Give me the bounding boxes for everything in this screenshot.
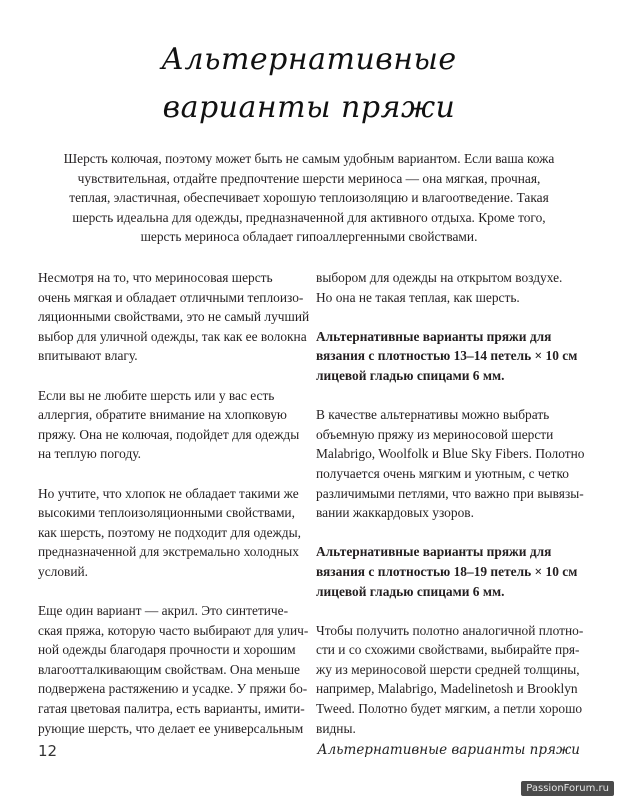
text-line: объемную пряжу из мериносовой шерсти: [316, 426, 554, 442]
intro-line: чувствительная, отдайте предпочтение шерсти мериноса — она мягкая, прочная,: [77, 170, 541, 186]
text-line: например, Malabrigo, Madelinetosh и Brooklyn: [316, 681, 578, 697]
text-line: подвержена растяжению и усадке. У пряжи бо-: [38, 681, 308, 697]
text-line: аллергия, обратите внимание на хлопковую: [38, 407, 287, 423]
text-line: Tweed. Полотно будет мягким, а петли хорошо: [316, 701, 583, 717]
body-paragraph: [38, 386, 308, 464]
text-line: Если вы не любите шерсть или у вас есть: [38, 387, 275, 403]
text-line: рующие шерсть, что делает ее универсальным: [38, 720, 304, 736]
text-line: вязания с плотностью 18–19 петель × 10 см: [316, 563, 578, 579]
text-line: Альтернативные варианты пряжи для: [316, 544, 552, 560]
text-line: выбором для одежды на открытом воздухе.: [316, 270, 563, 285]
text-line: как шерсть, поэтому не подходит для одежды,: [38, 524, 301, 540]
text-line: Альтернативные варианты пряжи для: [316, 328, 552, 344]
body-paragraph: [38, 484, 308, 582]
watermark: PassionForum.ru: [521, 781, 614, 796]
text-line: Несмотря на то, что мериносовая шерсть: [38, 270, 273, 285]
text-line: высокими теплоизоляционными свойствами,: [38, 505, 295, 521]
text-line: жу из мериносовой шерсти средней толщины,: [316, 661, 580, 677]
text-line: Еще один вариант — акрил. Это синтетиче-: [38, 603, 289, 619]
text-line: сти и со схожими свойствами, выбирайте пря-: [316, 642, 580, 658]
text-line: различимыми петлями, что важно при вывязы-: [316, 485, 584, 501]
text-line: получается очень мягким и уютным, с четко: [316, 465, 569, 481]
text-line: лицевой гладью спицами 6 мм.: [316, 583, 505, 599]
intro-line: шерсть идеальна для одежды, предназначенной для активного отдыха. Кроме того,: [72, 209, 546, 225]
title-line-1: Альтернативные: [161, 42, 457, 77]
intro-line: теплая, эластичная, обеспечивает хорошую теплоизоляцию и влагоотведение. Такая: [69, 190, 549, 206]
page-title: [0, 36, 618, 132]
text-line: ская пряжа, которую часто выбирают для улич-: [38, 622, 309, 638]
intro-paragraph: [60, 149, 558, 247]
text-line: пряжу. Она не колючая, подойдет для одежды: [38, 426, 300, 442]
body-paragraph: [38, 601, 308, 738]
title-line-2: варианты пряжи: [162, 90, 456, 125]
text-line: вании жаккардовых узоров.: [316, 505, 474, 521]
right-column: [316, 268, 586, 758]
text-line: Но учтите, что хлопок не обладает такими же: [38, 485, 299, 501]
page-number: 12: [38, 742, 58, 760]
section-heading: [316, 327, 586, 386]
text-line: Malabrigo, Woolfolk и Blue Sky Fibers. Полотно: [316, 446, 585, 462]
text-line: впитывают влагу.: [38, 348, 138, 364]
text-line: вязания с плотностью 13–14 петель × 10 см: [316, 348, 578, 364]
text-line: на теплую погоду.: [38, 446, 141, 462]
text-line: выбор для уличной одежды, так как ее волокна: [38, 328, 307, 344]
left-column: [38, 268, 308, 758]
text-line: предназначенной для экстремально холодных: [38, 544, 299, 560]
intro-line: Шерсть колючая, поэтому может быть не самым удобным вариантом. Если ваша кожа: [63, 151, 555, 166]
text-line: ной одежды благодаря прочности и хорошим: [38, 642, 296, 658]
section-heading: [316, 542, 586, 601]
text-line: В качестве альтернативы можно выбрать: [316, 407, 550, 423]
text-line: Чтобы получить полотно аналогичной плотно-: [316, 622, 584, 638]
text-line: ляционными свойствами, это не самый лучший: [38, 309, 310, 325]
text-line: видны.: [316, 720, 356, 736]
running-title: Альтернативные варианты пряжи: [317, 742, 580, 758]
text-line: очень мягкая и обладает отличными теплоизо-: [38, 289, 304, 305]
text-line: влагоотталкивающим свойствам. Она меньше: [38, 661, 300, 677]
intro-line: шерсть мериноса обладает гипоаллергенными свойствами.: [140, 229, 478, 245]
body-paragraph: [38, 268, 308, 366]
text-line: лицевой гладью спицами 6 мм.: [316, 367, 505, 383]
text-line: Но она не такая теплая, как шерсть.: [316, 289, 520, 305]
text-line: гатая цветовая палитра, есть варианты, имити-: [38, 701, 305, 717]
body-paragraph: [316, 268, 586, 307]
body-paragraph: [316, 405, 586, 523]
body-paragraph: [316, 621, 586, 739]
text-line: условий.: [38, 563, 89, 579]
